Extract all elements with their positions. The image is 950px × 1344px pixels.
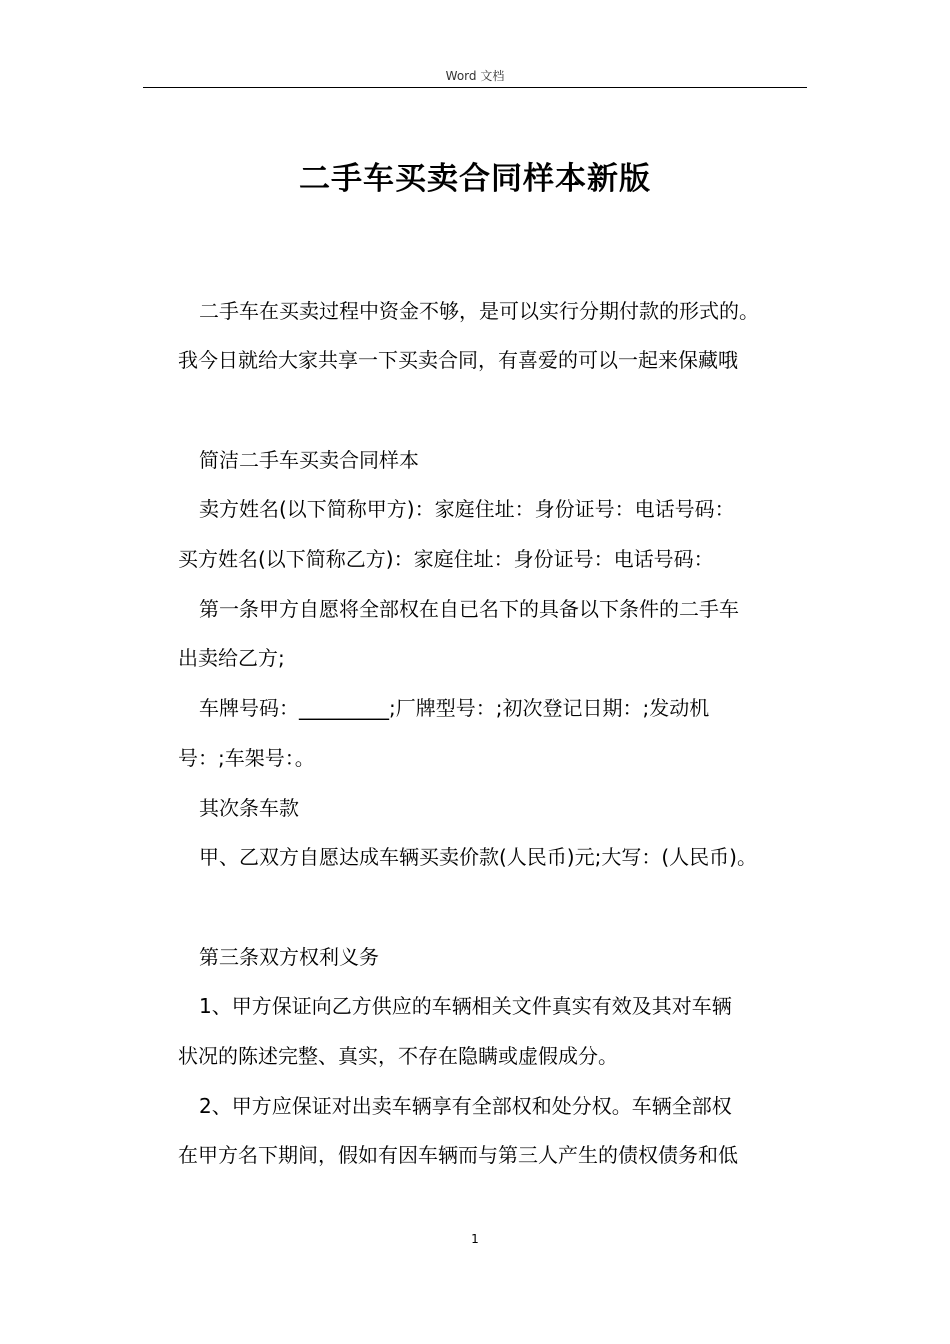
page-number: 1 [471, 1232, 479, 1246]
paragraph-line: 甲、乙双方自愿达成车辆买卖价款(人民币)元;大写：(人民币)。 [199, 845, 757, 869]
section-heading: 其次条车款 [199, 796, 299, 820]
paragraph-line: 状况的陈述完整、真实，不存在隐瞒或虚假成分。 [178, 1044, 618, 1068]
paragraph-line: 号：;车架号：。 [178, 746, 315, 770]
section-heading: 第三条双方权利义务 [199, 945, 379, 969]
paragraph-line: 在甲方名下期间，假如有因车辆而与第三人产生的债权债务和低 [178, 1143, 738, 1167]
paragraph-line: 1、甲方保证向乙方供应的车辆相关文件真实有效及其对车辆 [199, 994, 732, 1018]
paragraph-line: 车牌号码：_________;厂牌型号：;初次登记日期：;发动机 [199, 696, 710, 720]
section-heading: 简洁二手车买卖合同样本 [199, 448, 419, 472]
paragraph-line: 2、甲方应保证对出卖车辆享有全部权和处分权。车辆全部权 [199, 1094, 732, 1118]
paragraph-line: 二手车在买卖过程中资金不够，是可以实行分期付款的形式的。 [199, 299, 759, 323]
paragraph-line: 卖方姓名(以下简称甲方)：家庭住址：身份证号：电话号码： [199, 497, 735, 521]
header-rule [143, 87, 807, 88]
paragraph-line: 出卖给乙方; [178, 646, 285, 670]
paragraph-line: 第一条甲方自愿将全部权在自已名下的具备以下条件的二手车 [199, 597, 739, 621]
document-title: 二手车买卖合同样本新版 [299, 161, 651, 197]
paragraph-line: 我今日就给大家共享一下买卖合同，有喜爱的可以一起来保藏哦 [178, 348, 738, 372]
paragraph-line: 买方姓名(以下简称乙方)：家庭住址：身份证号：电话号码： [178, 547, 714, 571]
header-text: Word 文档 [445, 69, 505, 83]
